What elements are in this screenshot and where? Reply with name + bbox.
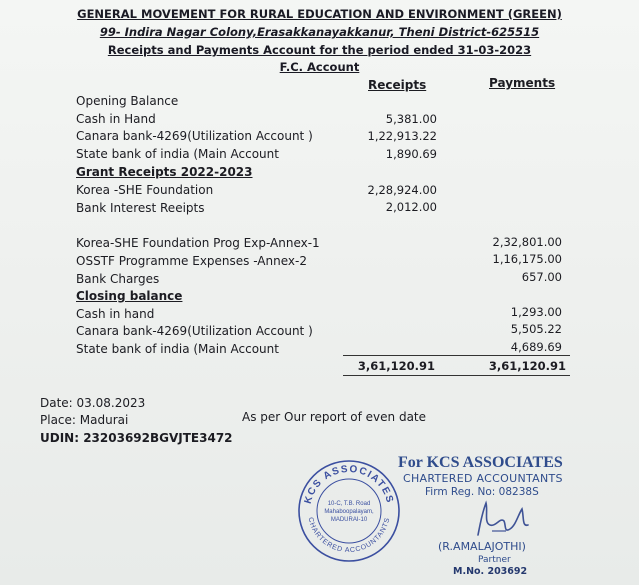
row-label: Korea-SHE Foundation Prog Exp-Annex-1 [76, 236, 320, 250]
payment-amount: 1,293.00 [510, 305, 562, 319]
firm-name: For KCS ASSOCIATES [398, 454, 563, 471]
receipt-amount: 1,22,913.22 [367, 129, 437, 143]
payment-amount: 1,16,175.00 [492, 252, 562, 266]
org-address: 99- Indira Nagar Colony,Erasakkanayakkanur, Theni District-625515 [99, 25, 540, 39]
report-place: Place: Madurai [40, 413, 129, 427]
receipts-total: 3,61,120.91 [357, 359, 435, 373]
seal-address-line: 10-C, T.B. Road [327, 501, 371, 507]
receipt-amount: 2,28,924.00 [367, 183, 437, 197]
payment-amount: 2,32,801.00 [492, 235, 562, 249]
row-label: Bank Charges [76, 272, 160, 286]
seal-ring-top: KCS ASSOCIATES [302, 463, 396, 506]
statement-title: Receipts and Payments Account for the period ended 31-03-2023 [107, 43, 532, 57]
row-label: Bank Interest Reeipts [76, 201, 205, 215]
row-label: Cash in hand [76, 307, 155, 321]
report-date: Date: 03.08.2023 [40, 396, 146, 410]
firm-seal-stamp [296, 458, 402, 564]
receipts-header: Receipts [368, 78, 427, 92]
row-label: OSSTF Programme Expenses -Annex-2 [76, 254, 307, 268]
row-label: Korea -SHE Foundation [76, 183, 214, 197]
total-rule-top [343, 355, 570, 356]
receipt-amount: 1,890.69 [385, 147, 437, 161]
report-reference: As per Our report of even date [242, 410, 427, 424]
firm-subtitle: CHARTERED ACCOUNTANTS [403, 472, 563, 485]
payments-total: 3,61,120.91 [488, 359, 566, 373]
firm-registration: Firm Reg. No: 08238S [425, 486, 539, 498]
row-label: State bank of india (Main Account [76, 147, 279, 161]
row-label: Cash in Hand [76, 112, 156, 126]
receipt-amount: 2,012.00 [385, 200, 437, 214]
seal-ring-bottom: CHARTERED ACCOUNTANTS [306, 516, 392, 555]
payment-amount: 657.00 [521, 270, 562, 284]
section-heading: Grant Receipts 2022-2023 [76, 165, 253, 179]
total-rule-bottom [343, 375, 570, 376]
payment-amount: 5,505.22 [510, 322, 562, 336]
membership-number: M.No. 203692 [453, 566, 528, 577]
payments-header: Payments [489, 76, 556, 90]
payment-amount: 4,689.69 [510, 340, 562, 354]
partner-name: (R.AMALAJOTHI) [438, 540, 526, 553]
row-label: State bank of india (Main Account [76, 342, 279, 356]
seal-address-line: MADURAI-10 [330, 517, 368, 523]
row-label: Canara bank-4269(Utilization Account ) [76, 129, 313, 143]
seal-address-line: Mahaboopalayam, [324, 509, 374, 515]
row-label: Canara bank-4269(Utilization Account ) [76, 324, 313, 338]
row-label: Opening Balance [76, 94, 179, 108]
account-name: F.C. Account [279, 60, 360, 74]
partner-role: Partner [478, 555, 511, 565]
receipt-amount: 5,381.00 [385, 112, 437, 126]
svg-text:KCS ASSOCIATES [303, 464, 396, 505]
section-heading: Closing balance [76, 289, 183, 303]
udin-number: UDIN: 23203692BGVJTE3472 [40, 431, 233, 445]
signature [470, 495, 540, 545]
org-name: GENERAL MOVEMENT FOR RURAL EDUCATION AND ENVIRONMENT (GREEN) [77, 7, 562, 21]
